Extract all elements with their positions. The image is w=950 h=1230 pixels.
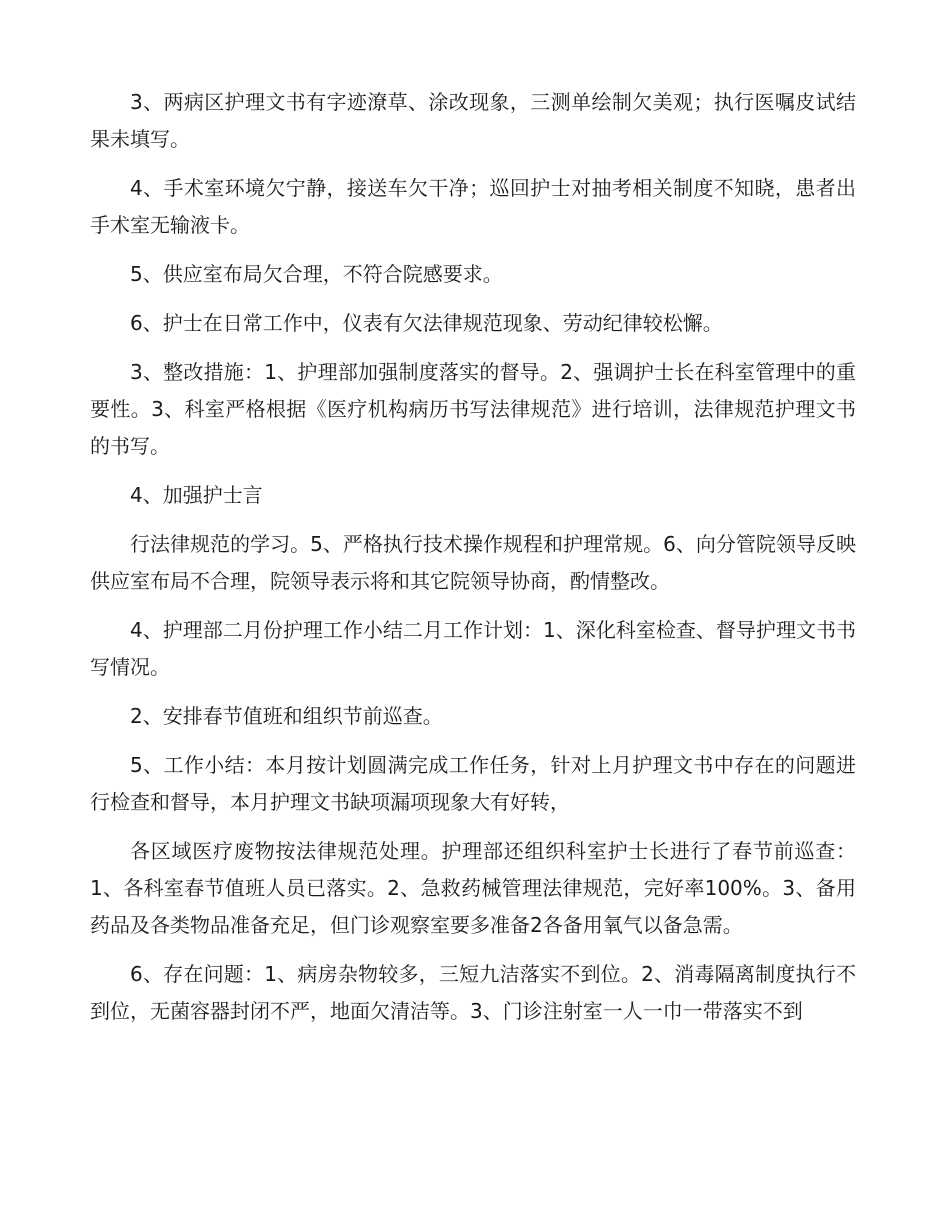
- paragraph: 3、整改措施：1、护理部加强制度落实的督导。2、强调护士长在科室管理中的重要性。3、科室严格根据《医疗机构病历书写法律规范》进行培训，法律规范护理文书的书写。: [90, 360, 856, 458]
- paragraph: 3、两病区护理文书有字迹潦草、涂改现象，三测单绘制欠美观；执行医嘱皮试结果未填写。: [90, 90, 856, 151]
- paragraph: 各区域医疗废物按法律规范处理。护理部还组织科室护士长进行了春节前巡查：1、各科室春节值班人员已落实。2、急救药械管理法律规范，完好率100%。3、备用药品及各类物品准备充足，但门诊观察室要多准备2各备用氧气以备急需。: [90, 839, 856, 937]
- paragraph: 4、护理部二月份护理工作小结二月工作计划：1、深化科室检查、督导护理文书书写情况。: [90, 618, 856, 679]
- paragraph: 2、安排春节值班和组织节前巡查。: [130, 704, 443, 728]
- paragraph: 4、加强护士言: [130, 483, 263, 507]
- paragraph: 4、手术室环境欠宁静，接送车欠干净；巡回护士对抽考相关制度不知晓，患者出手术室无输液卡。: [90, 176, 856, 237]
- document-body: [90, 84, 856, 1042]
- paragraph: 5、工作小结：本月按计划圆满完成工作任务，针对上月护理文书中存在的问题进行检查和督导，本月护理文书缺项漏项现象大有好转，: [90, 753, 856, 814]
- paragraph: 6、护士在日常工作中，仪表有欠法律规范现象、劳动纪律较松懈。: [130, 311, 723, 335]
- paragraph: 5、供应室布局欠合理，不符合院感要求。: [130, 262, 503, 286]
- paragraph: 行法律规范的学习。5、严格执行技术操作规程和护理常规。6、向分管院领导反映供应室布局不合理，院领导表示将和其它院领导协商，酌情整改。: [90, 532, 856, 593]
- paragraph: 6、存在问题：1、病房杂物较多，三短九洁落实不到位。2、消毒隔离制度执行不到位，无菌容器封闭不严，地面欠清洁等。3、门诊注射室一人一巾一带落实不到: [90, 962, 856, 1023]
